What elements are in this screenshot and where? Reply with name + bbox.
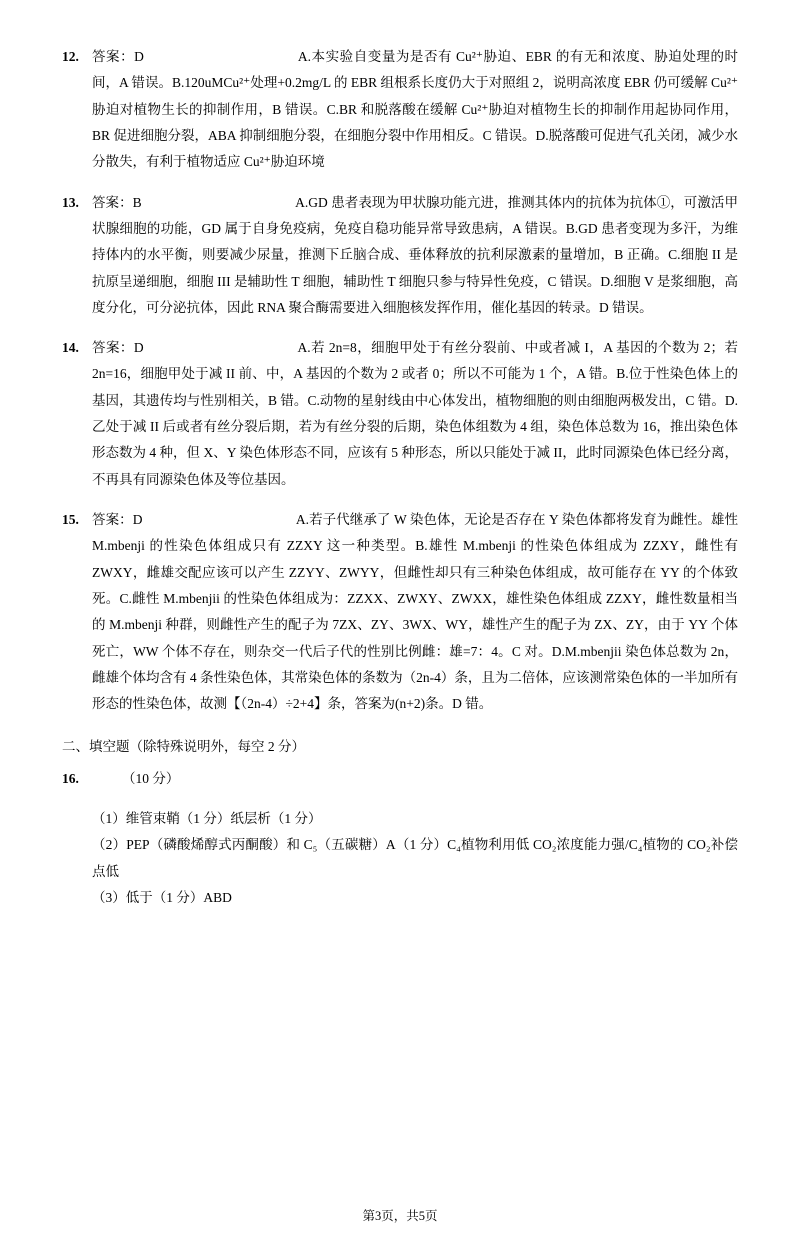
question-block-16	[62, 766, 738, 792]
question-number: 15.	[62, 512, 79, 527]
question-body	[92, 507, 738, 718]
points-label: （10 分）	[122, 770, 180, 786]
question-block-12	[62, 44, 738, 176]
fill-answer-line-2: （2）PEP（磷酸烯醇式丙酮酸）和 C₅（五碳糖）A（1 分）C₄植物利用低 CO₂浓度能力强/C₄植物的 CO₂补偿点低	[92, 837, 738, 879]
explanation-text: A.本实验自变量为是否有 Cu²⁺胁迫、EBR 的有无和浓度、胁迫处理的时间，A 错误。B.120uMCu²⁺处理+0.2mg/L 的 EBR 组根系长度仍大于对照组 2，说明高浓度 EBR 仍可缓解 Cu²⁺胁迫对植物生长的抑制作用，B 错误。C.BR 和脱落酸在缓解 Cu²⁺胁迫对植物生长的抑制作用起协同作用，BR 促进细胞分裂，ABA 抑制细胞分裂，在细胞分裂中作用相反。C 错误。D.脱落酸可促进气孔关闭，减少水分散失，有利于植物适应 Cu²⁺胁迫环境	[92, 49, 739, 170]
fill-answer-line-1: （1）维管束鞘（1 分）纸层析（1 分）	[92, 811, 322, 827]
question-block-13	[62, 190, 738, 322]
question-body	[92, 335, 738, 493]
question-block-15	[62, 507, 738, 718]
explanation-text: A.GD 患者表现为甲状腺功能亢进，推测其体内的抗体为抗体①，可激活甲状腺细胞的功能，GD 属于自身免疫病，免疫自稳功能异常导致患病，A 错误。B.GD 患者变现为多汗，为维持体内的水平衡，则要减少尿量，推测下丘脑合成、垂体释放的抗利尿激素的量增加，B 正确。C.细胞 II 是抗原呈递细胞，细胞 III 是辅助性 T 细胞，辅助性 T 细胞只参与特异性免疫，C 错误。D.细胞 V 是浆细胞，高度分化，可分泌抗体，因此 RNA 聚合酶需要进入细胞核发挥作用，催化基因的转录。D 错误。	[92, 194, 738, 315]
answer-label: 答案：B	[92, 194, 142, 210]
question-body	[92, 190, 738, 322]
page-footer: 第3页，共5页	[362, 1209, 438, 1223]
section-heading: 二、填空题（除特殊说明外，每空 2 分）	[62, 738, 305, 754]
question-body	[92, 44, 738, 176]
question-body	[92, 766, 738, 792]
question-number: 12.	[62, 49, 79, 64]
explanation-text: A.若子代继承了 W 染色体，无论是否存在 Y 染色体都将发育为雌性。雄性 M.mbenji 的性染色体组成只有 ZZXY 这一种类型。B.雄性 M.mbenji 的性染色体组成为 ZZXY，雌性有 ZWXY，雌雄交配应该可以产生 ZZYY、ZWYY，但雌性却只有三种染色体组成，故可能存在 YY 的个体致死。C.雌性 M.mbenjii 的性染色体组成为：ZZXX、ZWXY、ZWXX，雄性染色体组成 ZZXY，雌性数量相当的 M.mbenji 种群，则雌性产生的配子为 7ZX、ZY、3WX、WY，雄性产生的配子为 ZX、ZY，由于 YY 个体死亡，WW 个体不存在，则杂交一代后子代的性别比例雌：雄=7：4。C 对。D.M.mbenjii 染色体总数为 2n，雌雄个体均含有 4 条性染色体，其常染色体的条数为（2n-4）条，且为二倍体，应该测常染色体的一半加所有形态的性染色体，故测【（2n-4）÷2+4】条，答案为(n+2)条。D 错。	[92, 512, 739, 712]
answer-label: 答案：D	[92, 49, 144, 64]
explanation-text: A.若 2n=8，细胞甲处于有丝分裂前、中或者减 I，A 基因的个数为 2；若 2n=16，细胞甲处于减 II 前、中，A 基因的个数为 2 或者 0；所以不可能为 1 个，A 错。B.位于性染色体上的基因，其遗传均与性别相关，B 错。C.动物的星射线由中心体发出，植物细胞的则由细胞两极发出，C 错。D.乙处于减 II 后或者有丝分裂后期，若为有丝分裂的后期，染色体组数为 4 组，染色体总数为 16，推出染色体形态数为 4 种，但 X、Y 染色体形态不同，应该有 5 种形态，所以只能处于减 II，此时同源染色体已经分离，不再具有同源染色体及等位基因。	[92, 340, 738, 487]
question-block-14	[62, 335, 738, 493]
question-number: 14.	[62, 340, 79, 356]
fill-answer-line-3: （3）低于（1 分）ABD	[92, 890, 232, 906]
question-number: 13.	[62, 194, 79, 210]
answer-label: 答案：D	[92, 340, 144, 356]
question-number: 16.	[62, 770, 79, 786]
answer-label: 答案：D	[92, 512, 143, 527]
